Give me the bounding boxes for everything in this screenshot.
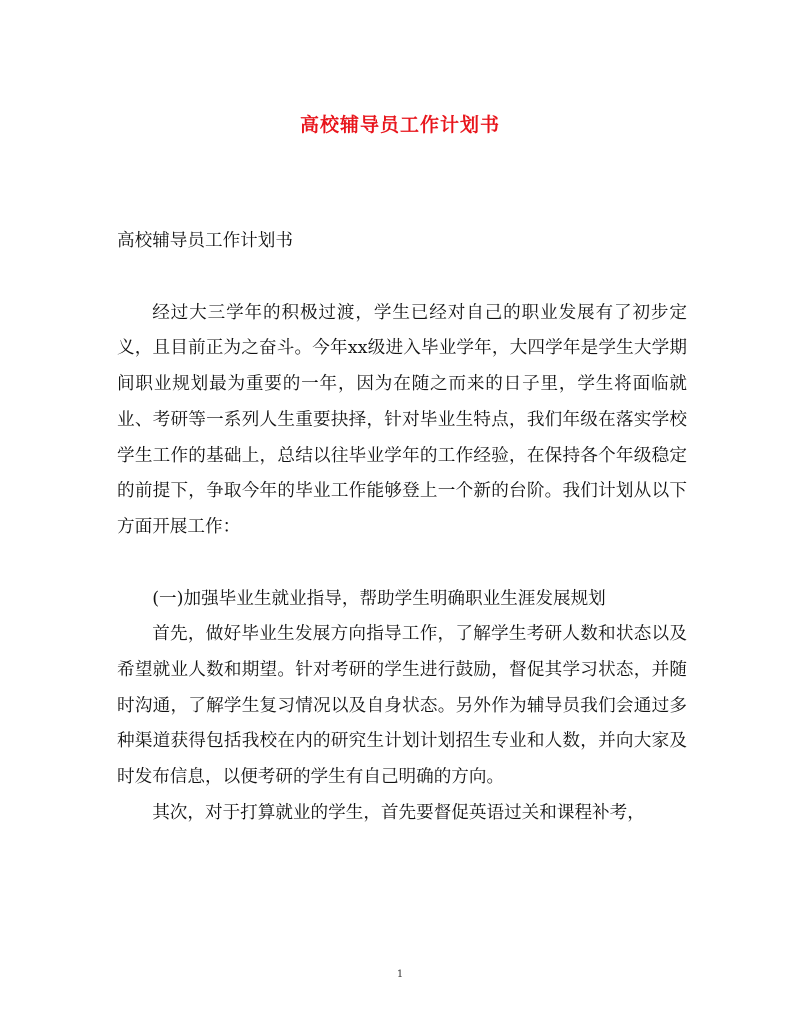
body-paragraph: 其次，对于打算就业的学生，首先要督促英语过关和课程补考， — [152, 802, 645, 823]
document-body — [117, 224, 687, 832]
page-title: 高校辅导员工作计划书 — [299, 114, 500, 136]
intro-paragraph: 经过大三学年的积极过渡，学生已经对自己的职业发展有了初步定义，且目前正为之奋斗。今年xx级进入毕业学年，大四学年是学生大学期间职业规划最为重要的一年，因为在随之而来的日子里，学生将面临就业、考研等一系列人生重要抉择，针对毕业生特点，我们年级在落实学校学生工作的基础上，总结以往毕业学年的工作经验，在保持各个年级稳定的前提下，争取今年的毕业工作能够登上一个新的台阶。我们计划从以下方面开展工作： — [117, 302, 687, 537]
page-number: 1 — [396, 969, 404, 980]
document-subtitle: 高校辅导员工作计划书 — [117, 231, 293, 251]
body-paragraph: 首先，做好毕业生发展方向指导工作，了解学生考研人数和状态以及希望就业人数和期望。针对考研的学生进行鼓励，督促其学习状态，并随时沟通，了解学生复习情况以及自身状态。另外作为辅导员我们会通过多种渠道获得包括我校在内的研究生计划计划招生专业和人数，并向大家及时发布信息，以便考研的学生有自己明确的方向。 — [117, 624, 687, 788]
section-heading: (一)加强毕业生就业指导，帮助学生明确职业生涯发展规划 — [152, 588, 606, 609]
